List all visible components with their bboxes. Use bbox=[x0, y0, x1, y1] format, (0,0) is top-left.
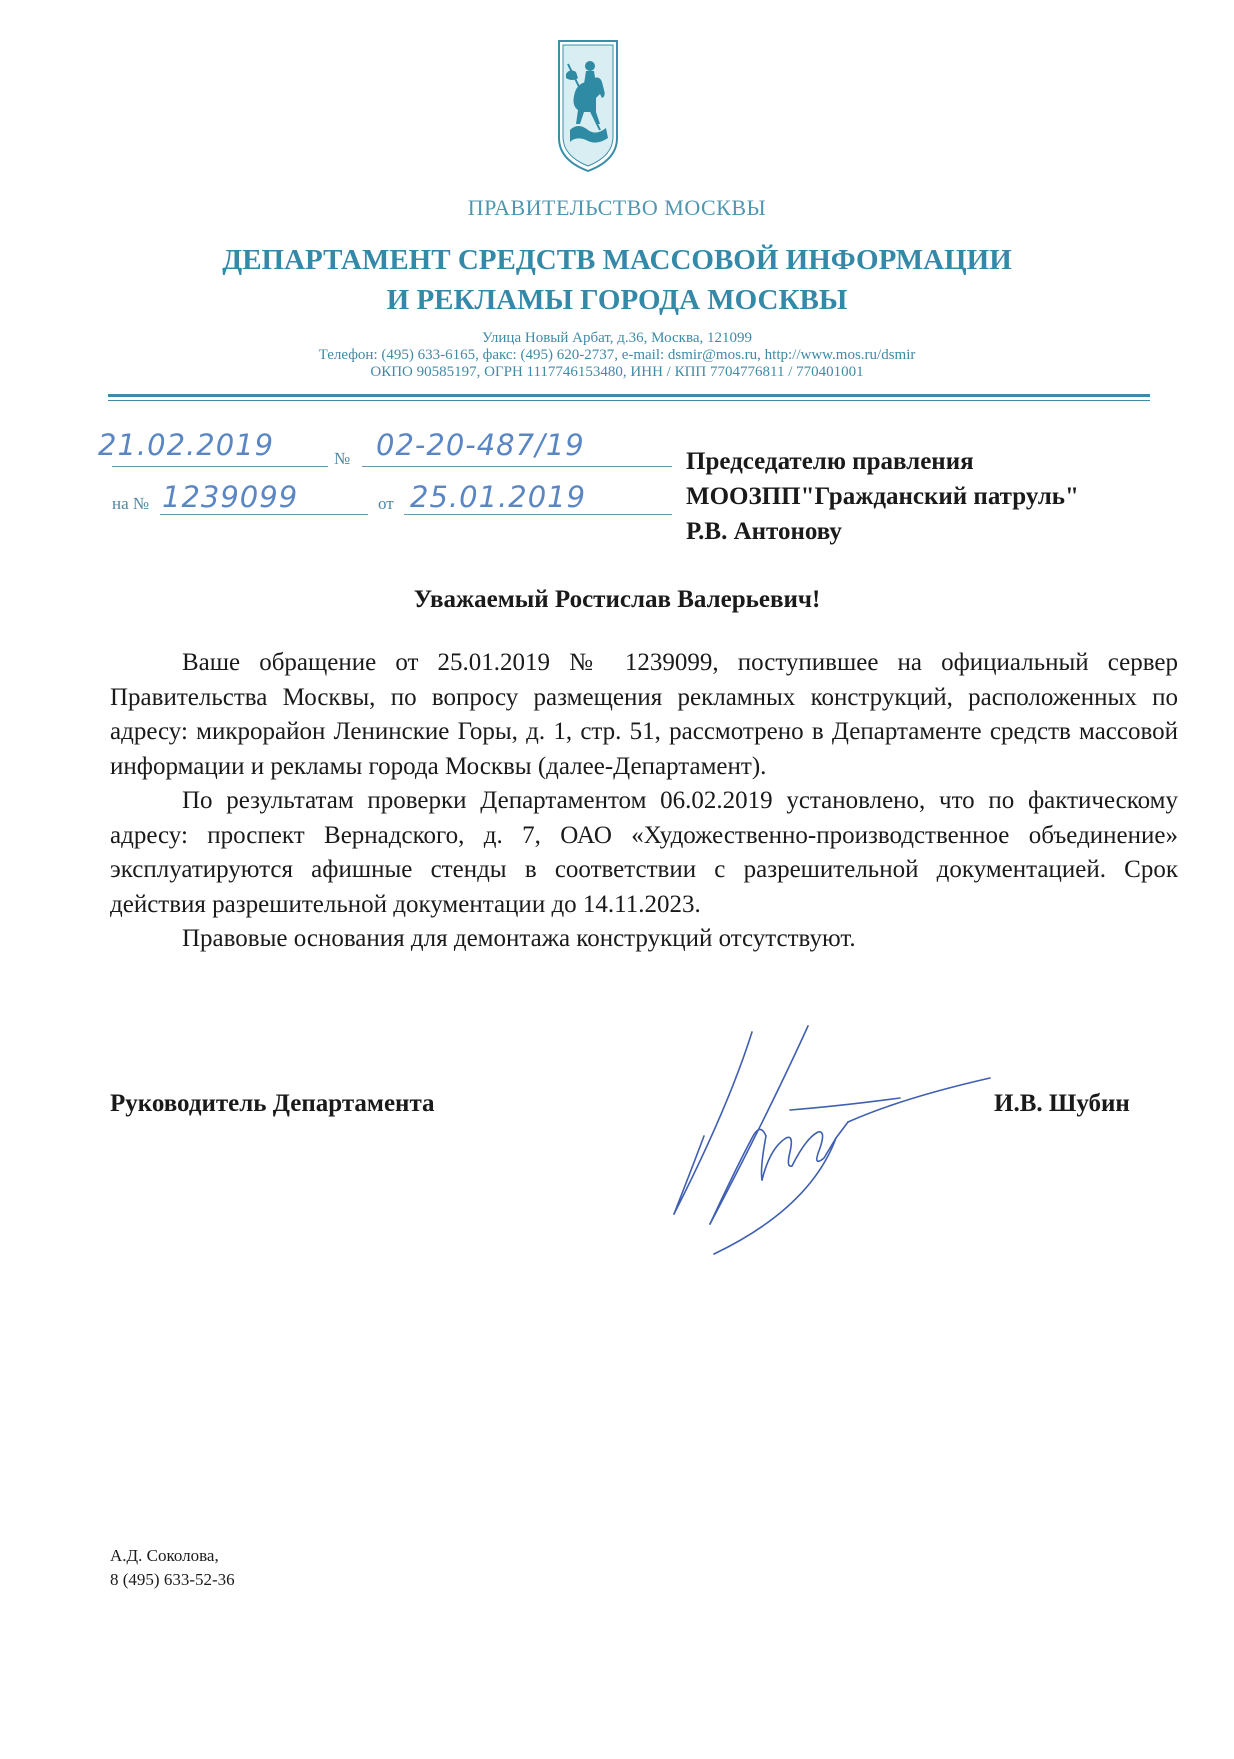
reference-date-line bbox=[404, 514, 672, 515]
reference-date: 25.01.2019 bbox=[410, 480, 587, 514]
outgoing-date: 21.02.2019 bbox=[98, 428, 275, 462]
addressee-organization: МООЗПП"Гражданский патруль" bbox=[686, 483, 1079, 510]
executor-block bbox=[110, 1544, 235, 1592]
reference-number: 1239099 bbox=[162, 480, 299, 514]
department-contacts bbox=[0, 330, 1234, 381]
outgoing-number-line bbox=[362, 466, 672, 467]
letterhead-divider-thin bbox=[108, 400, 1150, 401]
addressee-block bbox=[686, 444, 1206, 549]
department-name-line2: И РЕКЛАМЫ ГОРОДА МОСКВЫ bbox=[386, 284, 848, 316]
department-codes: ОКПО 90585197, ОГРН 1117746153480, ИНН / КПП 7704776811 / 770401001 bbox=[370, 364, 864, 380]
handwritten-signature bbox=[640, 1018, 1010, 1258]
government-name: ПРАВИТЕЛЬСТВО МОСКВЫ bbox=[467, 195, 767, 220]
executor-name: А.Д. Соколова, bbox=[110, 1546, 219, 1565]
signatory-name: И.В. Шубин bbox=[994, 1090, 1130, 1117]
salutation: Уважаемый Ростислав Валерьевич! bbox=[413, 586, 821, 613]
body-paragraph-1: Ваше обращение от 25.01.2019 № 1239099, поступившее на официальный сервер Правительства Москвы, по вопросу размещения рекламных конструкций, расположенных по адресу: микрорайон Ленинские Горы, д. 1, стр. 51, рассмотрено в Департаменте средств массовой информации и рекламы города Москвы (далее-Департамент). bbox=[110, 649, 1178, 780]
reference-number-label: на № bbox=[112, 494, 150, 513]
moscow-coat-of-arms-icon bbox=[556, 38, 620, 174]
letter-body bbox=[110, 646, 1178, 957]
reference-number-line bbox=[160, 514, 368, 515]
body-paragraph-3: Правовые основания для демонтажа конструкций отсутствуют. bbox=[182, 925, 856, 952]
body-paragraph-2: По результатам проверки Департаментом 06.02.2019 установлено, что по фактическому адресу: проспект Вернадского, д. 7, ОАО «Художественно-производственное объединение» эксплуатируются афишные стенды в соответствии с разрешительной документацией. Срок действия разрешительной документации до 14.11.2023. bbox=[110, 787, 1178, 918]
department-name bbox=[0, 240, 1234, 320]
department-address: Улица Новый Арбат, д.36, Москва, 121099 bbox=[481, 330, 752, 346]
letterhead-divider-thick bbox=[108, 394, 1150, 397]
reference-date-label: от bbox=[378, 494, 394, 513]
department-phones: Телефон: (495) 633-6165, факс: (495) 620-2737, e-mail: dsmir@mos.ru, http://www.mos.ru/dsmir bbox=[318, 347, 916, 363]
outgoing-number: 02-20-487/19 bbox=[376, 428, 585, 462]
signatory-position: Руководитель Департамента bbox=[110, 1090, 435, 1117]
addressee-position: Председателю правления bbox=[686, 448, 974, 475]
department-name-line1: ДЕПАРТАМЕНТ СРЕДСТВ МАССОВОЙ ИНФОРМАЦИИ bbox=[222, 244, 1012, 276]
executor-phone: 8 (495) 633-52-36 bbox=[110, 1570, 235, 1589]
outgoing-number-label: № bbox=[334, 449, 351, 468]
addressee-name: Р.В. Антонову bbox=[686, 518, 842, 545]
outgoing-date-line bbox=[112, 466, 328, 467]
